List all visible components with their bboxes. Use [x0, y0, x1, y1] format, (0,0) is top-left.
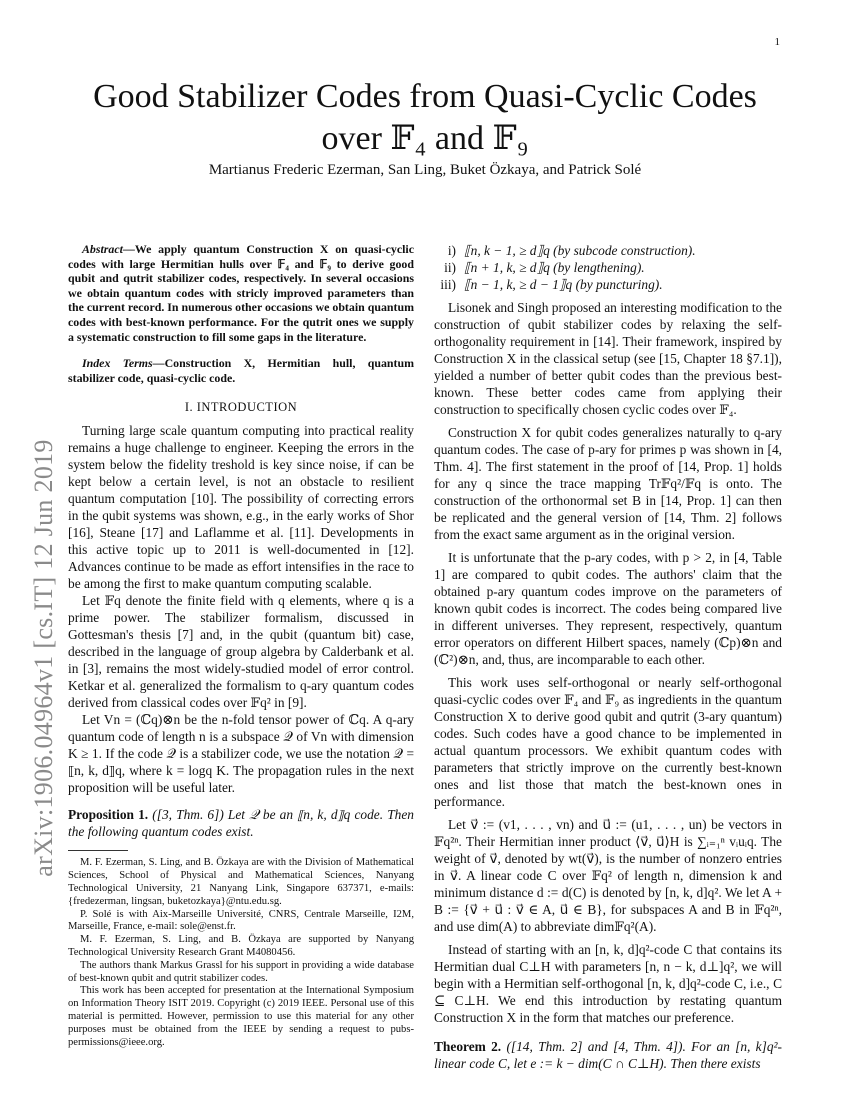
list-item-label: iii) — [440, 277, 456, 292]
footnote: The authors thank Markus Grassl for his support in providing a wide database of best-known qubit and qutrit stabilizer codes. — [68, 959, 414, 984]
list-item-text: ⟦n − 1, k, ≥ d − 1⟧q (by puncturing). — [464, 277, 663, 292]
index-terms — [68, 356, 414, 385]
body-paragraph: Instead of starting with an [n, k, d]q²-code C that contains its Hermitian dual C⊥H with parameters [n, n − k, d⊥]q², we will begin with a Hermitian self-orthogonal [n, k, d]q²-code C, i.e., C ⊆ C⊥H. We end this introduction by restating quantum Construction X in the form that matches our preference. — [434, 942, 782, 1025]
list-item — [434, 259, 782, 276]
body-paragraph: Construction X for qubit codes generalizes naturally to q-ary quantum codes. The case of p-ary for primes p was shown in [4, Thm. 4]. The first statement in the proof of [14, Prop. 1] holds for any q since the trace mapping Tr𝔽q²/𝔽q is onto. The construction of the orthonormal set B in [14, Prop. 1] can then be replicated and the general version of [14, Thm. 2] follows from the exact same argument as in the original version. — [434, 425, 782, 542]
body-paragraph: This work uses self-orthogonal or nearly self-orthogonal quasi-cyclic codes over 𝔽₄ and 𝔽₉ as ingredients in the quantum Construction X to derive good qubit and qutrit (3-ary quantum) codes. Such codes have a good chance to be implemented in actual quantum processors. We exhibit quantum codes with parameters that strictly improve on the currently best-known ones and list those that match the best-known ones in performance. — [434, 675, 782, 809]
abstract-text: We apply quantum Construction X on quasi-cyclic codes with large Hermitian hulls over 𝔽₄ and 𝔽₉ to derive good qubit and qutrit stabilizer codes, respectively. In several occasions we obtain quantum codes with stricly improved parameters than the current record. In numerous other occasions we obtain quantum codes with best-known performance. For the qutrit ones we supply a systematic construction to fill some gaps in the literature. — [68, 242, 414, 344]
list-item-text: ⟦n + 1, k, ≥ d⟧q (by lengthening). — [464, 260, 645, 275]
abstract-label: Abstract— — [82, 242, 135, 256]
arxiv-stamp: arXiv:1906.04964v1 [cs.IT] 12 Jun 2019 — [29, 439, 58, 877]
title-line-1: Good Stabilizer Codes from Quasi-Cyclic Codes — [93, 78, 757, 115]
proposition-text: ([3, Thm. 6]) Let 𝒬 be an ⟦n, k, d⟧q code. Then the following quantum codes exist. — [68, 807, 414, 840]
paper-title — [70, 76, 780, 160]
body-paragraph: Let 𝔽q denote the finite field with q elements, where q is a prime power. The stabilizer formalism, discussed in Gottesman's thesis [7] and, in the qubit (quantum bit) case, described in the language of group algebra by Calderbank et al. in [3], remains the most widely-studied model of error control. Ketkar et al. generalized the formalism to q-ary quantum codes derived from classical codes over 𝔽q² in [9]. — [68, 593, 414, 711]
title-line-2: over 𝔽₄ and 𝔽₉ — [321, 120, 529, 157]
footnote: This work has been accepted for presentation at the International Symposium on Information Theory ISIT 2019. Copyright (c) 2019 IEEE. Personal use of this material is permitted. However, permission to use this material for any other purposes must be obtained from the IEEE by sending a request to pubs-permissions@ieee.org. — [68, 985, 414, 1048]
theorem-text: ([14, Thm. 2] and [4, Thm. 4]). For an [n, k]q²-linear code C, let e := k − dim(C ∩ C⊥H). Then there exists — [434, 1039, 782, 1071]
index-terms-label: Index Terms — [82, 356, 153, 371]
list-item-label: i) — [447, 243, 456, 258]
right-column — [434, 242, 782, 1072]
footnote-divider — [68, 850, 128, 851]
body-paragraph: Lisonek and Singh proposed an interesting modification to the construction of qubit stabilizer codes by relaxing the self-orthogonality requirement in [14]. Their framework, inspired by Construction X in the classical setup (see [15, Chapter 18 §7.1]), yielded a number of better qubit codes than the previous best-known. These better codes came from applying their construction to specifically chosen cyclic codes over 𝔽₄. — [434, 300, 782, 417]
footnote: M. F. Ezerman, S. Ling, and B. Özkaya are supported by Nanyang Technological University Research Grant M4080456. — [68, 934, 414, 958]
footnote: M. F. Ezerman, S. Ling, and B. Özkaya are with the Division of Mathematical Sciences, School of Physical and Mathematical Sciences, Nanyang Technological University, 21 Nanyang Link, Singapore 637371, e-mails: {fredezerman, lingsan, buketozkaya}@ntu.edu.sg. — [68, 857, 414, 907]
proposition-items — [434, 242, 782, 293]
proposition-label: Proposition 1. — [68, 807, 149, 823]
body-paragraph: Let v⃗ := (v1, . . . , vn) and u⃗ := (u1, . . . , un) be vectors in 𝔽q²ⁿ. Their Hermitian inner product ⟨v⃗, u⃗⟩H is ∑ᵢ₌₁ⁿ vᵢuᵢq. The weight of v⃗, denoted by wt(v⃗), is the number of nonzero entries in v⃗. A linear code C over 𝔽q² of length n, dimension k and minimum distance d := d(C) is denoted by [n, k, d]q². We let A + B := {v⃗ + u⃗ : v⃗ ∈ A, u⃗ ∈ B}, for subspaces A and B in 𝔽q²ⁿ, and use dim(A) to abbreviate dim𝔽q²(A). — [434, 817, 782, 934]
list-item-text: ⟦n, k − 1, ≥ d⟧q (by subcode construction). — [464, 243, 696, 258]
list-item-label: ii) — [444, 260, 456, 275]
author-list: Martianus Frederic Ezerman, San Ling, Buket Özkaya, and Patrick Solé — [208, 162, 642, 178]
left-column — [68, 242, 414, 1049]
abstract — [68, 242, 414, 344]
theorem — [434, 1038, 782, 1072]
theorem-label: Theorem 2. — [434, 1039, 502, 1054]
body-paragraph: Let Vn = (ℂq)⊗n be the n-fold tensor power of ℂq. A q-ary quantum code of length n is a subspace 𝒬 of Vn with dimension K ≥ 1. If the code 𝒬 is a stabilizer code, we use the notation 𝒬 = ⟦n, k, d⟧q, where k = logq K. The propagation rules in the next proposition will be useful later. — [68, 712, 414, 796]
list-item — [434, 242, 782, 259]
footnote: P. Solé is with Aix-Marseille Université, CNRS, Centrale Marseille, I2M, Marseille, France, e-mail: sole@enst.fr. — [68, 908, 414, 933]
body-paragraph: Turning large scale quantum computing into practical reality remains a huge challenge to engineer. Keeping the errors in the system below the fidelity treshold is key since noise, if can be kept below a certain level, is not an obstacle to resilient quantum computation [10]. The possibility of correcting errors in the qubit systems was shown, e.g., in the early works of Shor [16], Steane [17] and Laflamme et al. [11]. Developments in this active topic up to 2011 is well-documented in [12]. Advances continue to be made as effort intensifies in the race to be among the first to make quantum computing scalable. — [68, 423, 414, 592]
list-item — [434, 276, 782, 293]
page-number: 1 — [774, 36, 780, 48]
section-heading: I. INTRODUCTION — [184, 400, 298, 415]
body-paragraph: It is unfortunate that the p-ary codes, with p > 2, in [4, Table 1] are compared to qubit codes. The authors' claim that the obtained p-ary quantum codes improve on the parameters of known qubit codes is incorrect. The codes being compared live in different universes. They represent, respectively, quantum error operators on different Hilbert spaces, namely (ℂp)⊗n and (ℂ²)⊗n, and, thus, are incomparable to each other. — [434, 550, 782, 667]
index-terms-text: —Construction X, Hermitian hull, quantum stabilizer code, quasi-cyclic code. — [68, 356, 414, 385]
proposition — [68, 806, 414, 840]
